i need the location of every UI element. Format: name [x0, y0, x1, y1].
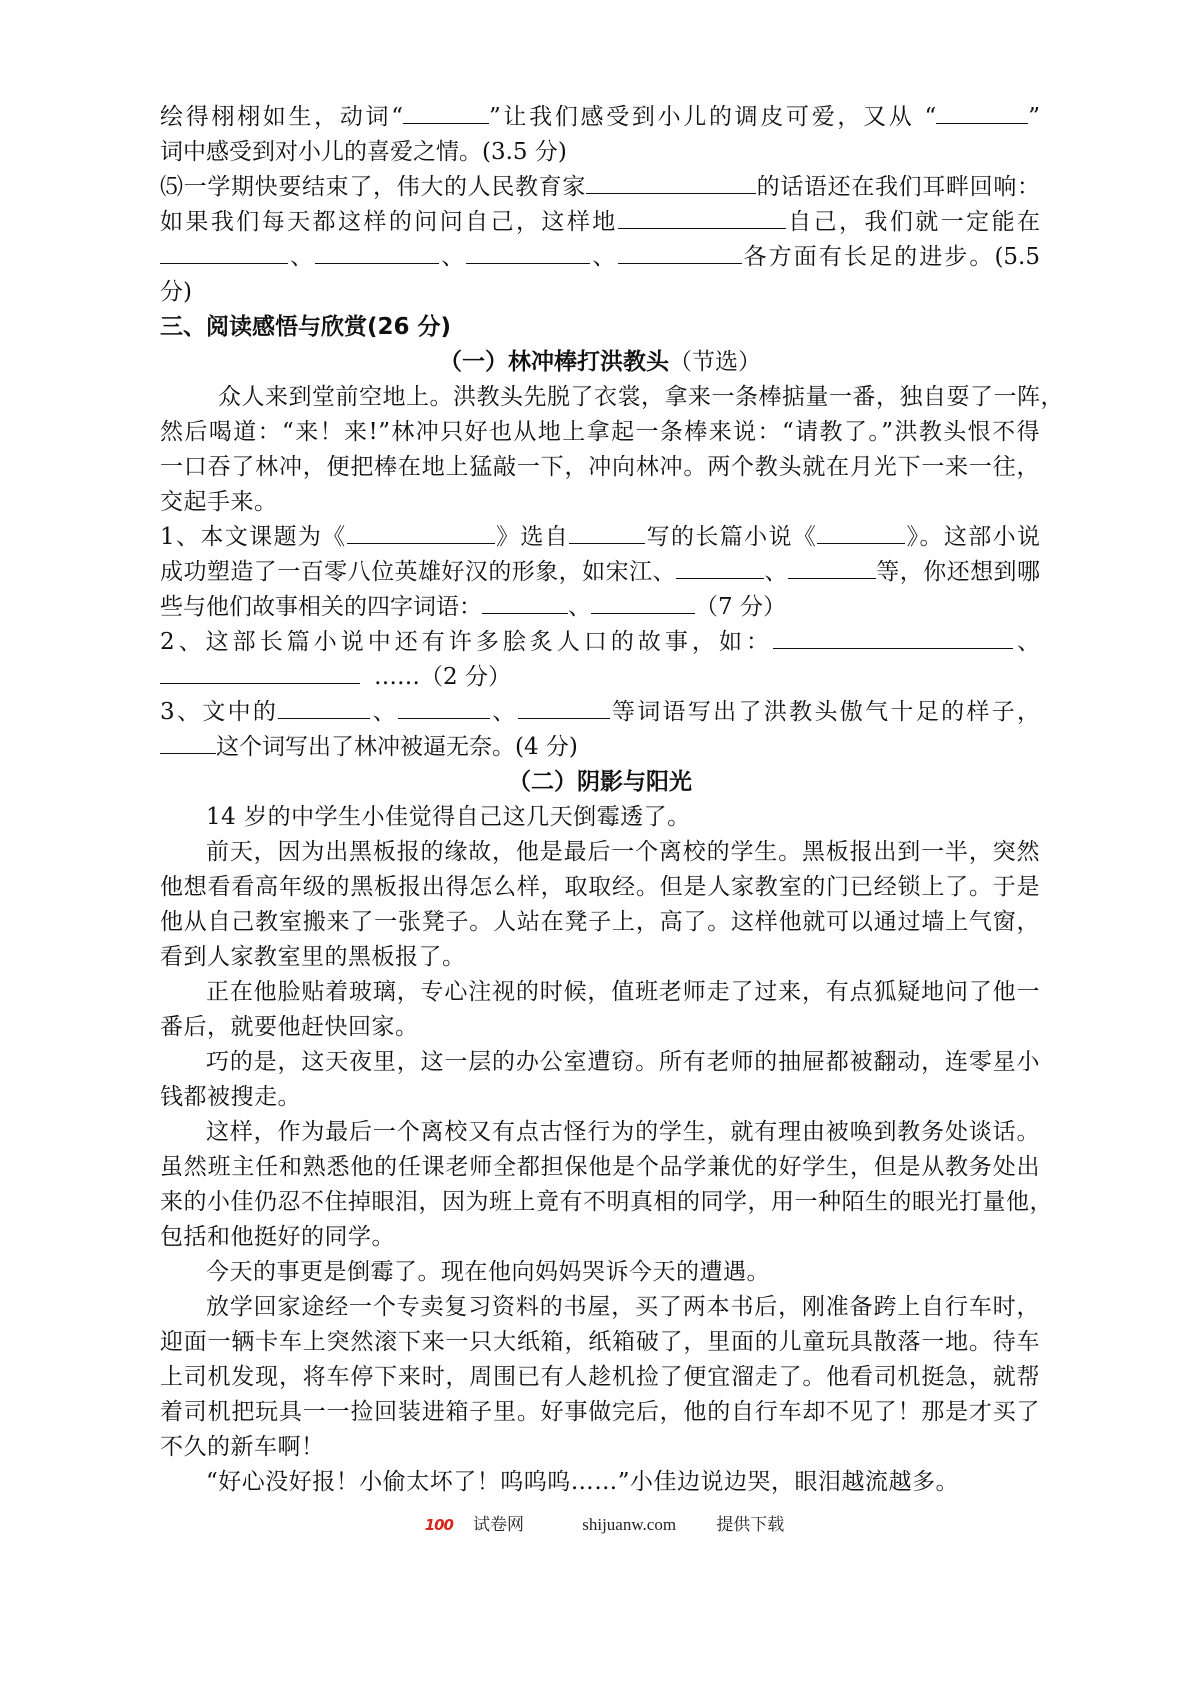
- q2-line-2: 词中感受到对小儿的喜爱之情。(3.5 分): [160, 139, 567, 165]
- passage-line: 众人来到堂前空地上。洪教头先脱了衣裳，拿来一条棒掂量一番，独自耍了一阵，: [218, 384, 1064, 410]
- text: 、: [288, 244, 316, 270]
- text: 、: [763, 559, 788, 585]
- text: ”: [1028, 104, 1041, 130]
- passage-line: 今天的事更是倒霉了。现在他向妈妈哭诉今天的遭遇。: [206, 1259, 770, 1285]
- text: 1、本文课题为《: [160, 524, 347, 550]
- answer-blank[interactable]: [591, 595, 695, 614]
- passage-line: 不久的新车啊！: [160, 1434, 325, 1460]
- passage-line: 上司机发现，将车停下来时，周围已有人趁机捡了便宜溜走了。他看司机挺急，就帮: [160, 1364, 1040, 1390]
- passage-line: 巧的是，这天夜里，这一层的办公室遭窃。所有老师的抽屉都被翻动，连零星小: [206, 1049, 1040, 1075]
- question-1-line-2: [160, 555, 1040, 590]
- passage-line: 看到人家教室里的黑板报了。: [160, 944, 466, 970]
- text: 如果我们每天都这样的问问自己，这样地: [160, 209, 618, 235]
- question-2-line-1: [160, 625, 1040, 660]
- q2-line-5: [160, 240, 1040, 275]
- question-3-line-2: [160, 730, 1040, 765]
- passage-line: 交起手来。: [160, 489, 278, 515]
- site-logo: [407, 1515, 542, 1534]
- page-footer: [0, 1510, 1191, 1535]
- text: 》选自: [494, 524, 570, 550]
- text: 等，你还想到哪: [875, 559, 1041, 585]
- q2-line-6: 分): [160, 279, 192, 305]
- passage-line: 番后，就要他赶快回家。: [160, 1014, 419, 1040]
- answer-blank[interactable]: [586, 175, 756, 194]
- text: 绘得栩栩如生，动词“: [160, 104, 403, 130]
- text: 》。这部小说: [905, 524, 1041, 550]
- question-1-line-3: [160, 590, 1040, 625]
- text: 、: [370, 699, 398, 725]
- passage-line: 着司机把玩具一一捡回装进箱子里。好事做完后，他的自行车却不见了！那是才买了: [160, 1399, 1040, 1425]
- answer-blank[interactable]: [936, 105, 1028, 124]
- passage-line: 虽然班主任和熟悉他的任课老师全都担保他是个品学兼优的好学生，但是从教务处出: [160, 1154, 1040, 1180]
- text: 、: [590, 244, 618, 270]
- text: 自己，我们就一定能在: [785, 209, 1041, 235]
- answer-blank[interactable]: [315, 245, 439, 264]
- passage-line: 14 岁的中学生小佳觉得自己这几天倒霉透了。: [206, 804, 691, 830]
- text: ⑸一学期快要结束了，伟大的人民教育家: [160, 174, 586, 200]
- answer-blank[interactable]: [398, 700, 490, 719]
- passage-title-text: （一）林冲棒打洪教头: [439, 349, 669, 375]
- passage-line: 这样，作为最后一个离校又有点古怪行为的学生，就有理由被唤到教务处谈话。: [206, 1119, 1040, 1145]
- passage-line: 他想看看高年级的黑板报出得怎么样，取取经。但是人家教室的门已经锁上了。于是: [160, 874, 1040, 900]
- answer-blank[interactable]: [618, 210, 786, 229]
- passage-line: 来的小佳仍忍不住掉眼泪，因为班上竟有不明真相的同学，用一种陌生的眼光打量他，: [160, 1189, 1053, 1215]
- passage-line: 他从自己教室搬来了一张凳子。人站在凳子上，高了。这样他就可以通过墙上气窗，: [160, 909, 1040, 935]
- text: 、: [489, 699, 518, 725]
- text: ”让我们感受到小儿的调皮可爱，又从 “: [488, 104, 937, 130]
- text: 、: [568, 594, 591, 620]
- text: 写的长篇小说《: [645, 524, 818, 550]
- answer-blank[interactable]: [160, 665, 360, 684]
- text: 等词语写出了洪教头傲气十足的样子，: [609, 699, 1041, 725]
- passage-line: 前天，因为出黑板报的缘故，他是最后一个离校的学生。黑板报出到一半，突然: [206, 839, 1040, 865]
- text: 成功塑造了一百零八位英雄好汉的形象，如宋江、: [160, 559, 676, 585]
- answer-blank[interactable]: [569, 525, 645, 544]
- question-2-line-2: [160, 660, 1040, 695]
- passage-title: （二）阴影与阳光: [508, 769, 692, 795]
- answer-blank[interactable]: [466, 245, 590, 264]
- answer-blank[interactable]: [788, 560, 876, 579]
- text: 、: [439, 244, 467, 270]
- text: 3、文中的: [160, 699, 279, 725]
- passage-line: 正在他脸贴着玻璃，专心注视的时候，值班老师走了过来，有点狐疑地问了他一: [206, 979, 1040, 1005]
- answer-blank[interactable]: [278, 700, 370, 719]
- passage-line: 然后喝道：“来！来!”林冲只好也从地上拿起一条棒来说：“请教了。”洪教头恨不得: [160, 419, 1040, 445]
- answer-blank[interactable]: [160, 245, 288, 264]
- passage-line: 放学回家途经一个专卖复习资料的书屋，买了两本书后，刚准备跨上自行车时，: [206, 1294, 1040, 1320]
- passage-title-note: （节选）: [669, 349, 761, 375]
- page-content: [160, 100, 1064, 1500]
- text: 的话语还在我们耳畔回响：: [756, 174, 1041, 200]
- text: 2、这部长篇小说中还有许多脍炙人口的故事，如：: [160, 629, 773, 655]
- logo-text: 试卷网: [473, 1515, 524, 1534]
- text: 各方面有长足的进步。(5.5: [741, 244, 1040, 270]
- answer-blank[interactable]: [676, 560, 764, 579]
- q2-line-3: [160, 170, 1040, 205]
- download-note: 提供下载: [716, 1515, 785, 1534]
- text: 、: [1012, 629, 1040, 655]
- answer-blank[interactable]: [403, 105, 489, 124]
- passage-line: 迎面一辆卡车上突然滚下来一只大纸箱，纸箱破了，里面的儿童玩具散落一地。待车: [160, 1329, 1040, 1355]
- section-heading: 三、阅读感悟与欣赏(26 分): [160, 314, 452, 340]
- q2-line-4: [160, 205, 1040, 240]
- text: 这个词写出了林冲被逼无奈。(4 分): [216, 734, 578, 760]
- answer-blank[interactable]: [618, 245, 742, 264]
- question-3-line-1: [160, 695, 1040, 730]
- site-url[interactable]: shijuanw.com: [582, 1515, 677, 1534]
- answer-blank[interactable]: [160, 735, 216, 754]
- answer-blank[interactable]: [347, 525, 495, 544]
- answer-blank[interactable]: [482, 595, 568, 614]
- answer-blank[interactable]: [518, 700, 610, 719]
- answer-blank[interactable]: [817, 525, 905, 544]
- answer-blank[interactable]: [773, 630, 1013, 649]
- passage-line: “好心没好报！小偷太坏了！呜呜呜……”小佳边说边哭，眼泪越流越多。: [206, 1469, 960, 1495]
- text: （7 分）: [695, 594, 786, 620]
- text: ……（2 分）: [374, 664, 511, 690]
- passage-line: 包括和他挺好的同学。: [160, 1224, 395, 1250]
- text: 些与他们故事相关的四字词语：: [160, 594, 482, 620]
- passage-line: 一口吞了林冲，便把棒在地上猛敲一下，冲向林冲。两个教头就在月光下一来一往，: [160, 454, 1040, 480]
- question-1-line-1: [160, 520, 1040, 555]
- passage-title: [160, 345, 1040, 380]
- logo-number: 100: [424, 1516, 453, 1534]
- passage-line: 钱都被搜走。: [160, 1084, 301, 1110]
- q2-line-1: [160, 100, 1040, 135]
